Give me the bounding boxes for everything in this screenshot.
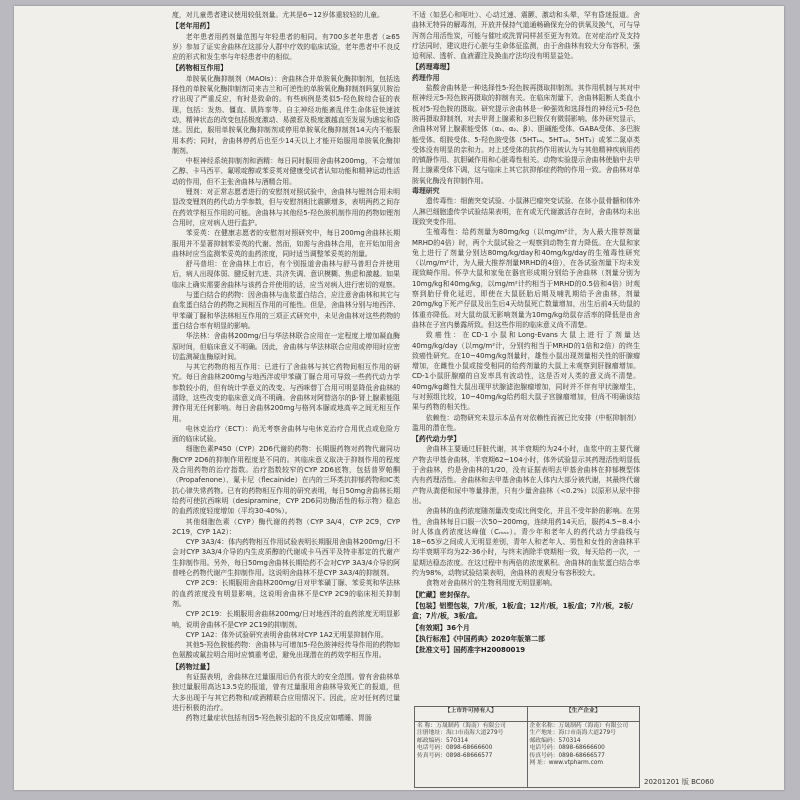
body-paragraph: 细胞色素P450（CYP）2D6代谢的药物：长期服药物对药物代谢同功酶CYP 2D6的抑制作用程度是不同的。其临床意义取决于抑制作用的程度及合用药物的治疗指数。治疗指数较窄的CYP 2D6底物，包括普罗帕酮（Propafenone）、氟卡尼（flecainide）在内的三环类抗抑郁药物和IC类抗心律失常药物。已有的药物相互作用的研究表明，每日50mg舍曲林长期给药可使抗西咪明（desipramine，CYP 2D6同功酶活性的标示物）稳态的血药浓度轻度增加（平均30-40%）。 xyxy=(172,445,400,516)
holder-line: 传真号码：0898-68666577 xyxy=(417,752,493,759)
section-heading: 【批准文号】国药准字H20080019 xyxy=(412,646,526,655)
body-paragraph: 中枢神经系统抑制剂和酒精：每日同时服用舍曲林200mg，不会增加乙醇、卡马西平、氟哌啶醇或苯妥英对健康受试者认知功能和精神运动性活动的作用，但不主张舍曲林与酒精合用。 xyxy=(172,157,400,186)
producer-line: 网 址：www.vtpharm.com xyxy=(529,760,604,767)
body-paragraph: 依赖性：动物研究未显示本品有对依赖性而被已比安排（中枢抑制剂）滥用的潜在性。 xyxy=(412,413,640,432)
holder-line: 注册地址：海口市南海大道279号 xyxy=(417,730,504,737)
body-paragraph: CYP 3A3/4：体内药物相互作用试验表明长期服用舍曲林200mg/日不会对CYP 3A3/4介导的内生皮质醇的代谢或卡马西平及特非那定的代谢产生抑制作用。另外，每日50mg舍曲林长期给药不会对CYP 3A3/4介导的阿普唑仑药物代谢产生抑制作用。这说明舍曲林不是CYP 3A3/4的抑制剂。 xyxy=(172,538,400,578)
subsection-heading: 毒理研究 xyxy=(412,187,440,196)
section-heading: 【药物相互作用】 xyxy=(172,64,228,73)
subsection-heading: 药理作用 xyxy=(412,73,440,82)
body-paragraph: 舍曲林主要通过肝脏代谢，其半衰期约为24小时，血浆中的主要代谢产物去甲基舍曲林，半衰期62~104小时，体外试验显示其药理活性明显低于舍曲林，约是舍曲林的1/20，没有证据表明去甲基舍曲林在抑郁模型体内有药理活性。舍曲林和去甲基舍曲林在人体内大部分被代谢，其最终代谢产物从粪便和尿中等量排泄，只有少量舍曲林（<0.2%）以原形从尿中排出。 xyxy=(412,445,640,505)
body-paragraph: 生殖毒性：给药剂量为80mg/kg（以mg/m²计，为人最大推荐剂量MRHD的4倍）时，两个大鼠试验之一观察到动物生育力降低。在大鼠和家兔上进行了剂量分别达80mg/kg/day和40mg/kg/day的生殖毒性研究（以mg/m²计，为人最大推荐剂量MRHD的4倍），在各试验剂量下均未发现致畸作用。怀孕大鼠和家兔在器官形成期分别给予舍曲林（剂量分别为10mg/kg和40mg/kg，以mg/m²计约相当于MRHD的0.5倍和4倍）时观察到胎仔骨化延迟，即使在大鼠胚胎后期及哺乳期给予舍曲林，剂量20mg/kg下死产仔鼠及出生后4天幼鼠死亡数量增加，出生后前4天幼鼠的体重亦降低。对大鼠幼鼠无影响剂量为10mg/kg幼鼠存活率的降低是由舍曲林在子宫内暴露所致。但这些作用的临床意义尚不清楚。 xyxy=(412,228,640,329)
body-paragraph: 其他细胞色素（CYP）酶代谢的药物（CYP 3A/4，CYP 2C9，CYP 2C19，CYP 1A2）： xyxy=(172,517,400,536)
holder-details xyxy=(415,721,528,788)
holder-line: 名 称：万晟制药（海南）有限公司 xyxy=(417,722,506,729)
section-heading: 【有效期】36个月 xyxy=(412,623,470,632)
body-paragraph: 华法林：舍曲林200mg/日与华法林联合应用在一定程度上增加凝血酶原时间，但临床意义不明确。因此，舍曲林与华法林联合应用或停用时应密切监测凝血酶原时间。 xyxy=(172,332,400,361)
producer-line: 邮政编码：570314 xyxy=(529,737,581,744)
producer-line: 传真号码：0898-68666577 xyxy=(529,752,605,759)
holder-header: 【上市许可持有人】 xyxy=(415,707,528,722)
body-paragraph: 不适（如恶心和呕吐）、心动过速、震颤、激动和头晕，罕有昏迷报道。舍曲林无特异的解毒剂，开放并保持气道通畅确保充分的供氧及换气，可与导泻剂合用活性炭，可能与催吐或洗胃同样甚至更为有效。在对症治疗及支持疗法同时，建议进行心脏与生命体征监测，由于舍曲林有较大分布容积，强迫利尿、透析、血液灌注及换血疗法均没有明显益处。 xyxy=(412,11,640,61)
producer-line: 企业名称：万晟制药（海南）有限公司 xyxy=(529,722,629,729)
section-heading: 【药代动力学】 xyxy=(412,435,461,444)
producer-line: 生产地址：海口市南海大道279号 xyxy=(529,730,616,737)
body-paragraph: 锂剂：对正常志愿者进行的安慰剂对照试验中，舍曲林与锂剂合用未明显改变锂剂的药代动力学参数，但与安慰剂相比震颤增多，表明两药之间存在药效学相互作用的可能。舍曲林与其他经5-羟色胺机制作用的药物如锂剂合用时，应对病人进行监护。 xyxy=(172,188,400,227)
body-paragraph: 舍曲林的血药浓度随剂量改变成比例变化，并且不受年龄的影响。在男性，舍曲林每日口服一次50~200mg，连续用药14天后，服药4.5~8.4小时人体血药浓度达峰值（Cₘₐₓ）。青少年和老年人的药代动力学曲线与18~65岁之间成人无明显差别，青年人和老年人、男性和女性的舍曲林平均半衰期平均为22-36小时，与终末消除半衰期相一致，每天给药一次，一星期达稳态浓度。在这过程中有两倍的浓度累积。舍曲林的血浆蛋白结合率约为98%，动物试验结果表明，舍曲林的表观分布容积较大。 xyxy=(412,507,640,578)
body-paragraph: 药物过量症状包括有因5-羟色胺引起的不良反应如嗜睡、胃肠 xyxy=(185,714,372,723)
producer-line: 电话号码：0898-68666600 xyxy=(529,745,605,752)
body-paragraph: 单胺氧化酶抑制剂（MAOIs）：舍曲林合并单胺氧化酶抑制剂，包括选择性的单胺氧化酶抑制剂司来吉兰和可逆性的单胺氧化酶抑制剂吗氯贝胺治疗出现了严重反应，有时是致命的。有些病例是类似5-羟色胺综合征的表现，包括：发热、僵直、肌阵挛等、自主神经功能紊乱伴生命体征快速波动，精神状态的改变包括极度激动、易激惹及极度激越直至发展为谵妄和昏迷。因此，服用单胺氧化酶抑制剂或停用单胺氧化酶抑制剂14天内不能服用本药；同时，舍曲林停药后也至少14天以上才能开始服用单胺氧化酶抑制剂。 xyxy=(172,74,400,155)
body-paragraph: 电休克治疗（ECT）：尚无考察舍曲林与电休克治疗合用优点或危险方面的临床试验。 xyxy=(172,424,400,444)
body-paragraph: 致癌性：在CD-1小鼠和Long-Evans大鼠上进行了剂量达40mg/kg/day（以mg/m²计，分别约相当于MRHD的1倍和2倍）的终生致癌性研究。在10~40mg/kg剂量时，雄性小鼠出现剂量相关性的肝腺瘤增加，在雌性小鼠或接受相同的给药剂量的大鼠上未观察到肝腺瘤增加。CD-1小鼠肝腺瘤的自发率具有波动性，这是否对人类的意义尚不清楚。40mg/kg雌性大鼠出现甲状腺滤泡腺瘤增加，同时并不伴有甲状腺增生，与对照组比较，10~40mg/kg给药组大鼠子宫腺瘤增加，但尚不明确该结果与药物的相关性。 xyxy=(412,331,640,412)
right-text-column xyxy=(412,10,640,746)
section-heading: 【贮藏】密封保存。 xyxy=(412,590,475,599)
section-heading: 【执行标准】《中国药典》2020年版第二部 xyxy=(412,634,545,643)
producer-header: 【生产企业】 xyxy=(527,707,640,722)
revision-code: 20201201 版 BC060 xyxy=(643,778,714,786)
body-paragraph: 老年患者用药剂量范围与年轻患者的相同。有700多老年患者（≥65岁）参加了证实舍曲林在这部分人群中疗效的临床试验，老年患者中不良反应的形式和发生率与年轻患者中的相似。 xyxy=(172,32,400,62)
body-paragraph: 盐酸舍曲林是一种选择性5-羟色胺再摄取抑制剂。其作用机制与其对中枢神经元5-羟色胺再摄取的抑制有关。在临床剂量下，舍曲林阻断人类血小板对5-羟色胺的摄取。研究提示舍曲林是一种强效和选择性的神经元5-羟色胺再摄取抑制剂，对去甲肾上腺素和多巴胺仅有微弱影响。体外研究显示，舍曲林对肾上腺素能受体（α₁、α₂、β）、胆碱能受体、GABA受体、多巴胺能受体、组胺受体、5-羟色胺受体（5HT₁ₐ、5HT₁ᵦ、5HT₂）或苯二氮卓类受体没有明显的亲和力。对上述受体的抗药作用被认为与其他精神疾病用药的镇静作用、抗胆碱作用和心脏毒性相关。动物实验提示舍曲林使脑中去甲肾上腺素受体下调，这与临床上其它抗抑郁症药物的作用一致。舍曲林对单胺氧化酶没有抑制作用。 xyxy=(412,84,640,185)
section-heading: 【老年用药】 xyxy=(172,22,214,31)
package-insert-sheet xyxy=(14,6,784,790)
body-paragraph: 舒马普坦：在舍曲林上市后，有个别报道舍曲林与舒马普坦合并使用后，病人出现体弱、腱反射亢进、共济失调、意识模糊、焦虑和激越。如果临床上确实需要舍曲林与该药合并使用的话，应当对病人进行密切的观察。 xyxy=(172,260,400,289)
body-paragraph: 与蛋白结合的药物：因舍曲林与血浆蛋白结合，应注意舍曲林和其它与血浆蛋白结合的药物之间相互作用的可能性。但是，舍曲林分别与地西泮、甲苯磺丁脲和华法林相互作用的三项正式研究中，未见舍曲林对这些药物的蛋白结合率有明显的影响。 xyxy=(172,291,400,330)
section-heading: 【包装】铝塑包装，7片/板，1板/盒；12片/板，1板/盒；7片/板，2板/盒；7片/板，3板/盒。 xyxy=(412,601,633,621)
body-paragraph: 度，对儿童患者建议使用较低剂量。尤其是6~12岁体重较轻的儿童。 xyxy=(172,11,384,19)
body-paragraph: 遗传毒性：细菌突变试验、小鼠淋巴瘤突变试验、在体小鼠骨髓和体外人淋巴细胞遗传学试验结果表明，在有或无代谢激活存在时，舍曲林均未出现致突变作用。 xyxy=(412,197,640,226)
body-paragraph: CYP 2C9：长期服用舍曲林200mg/日对甲苯磺丁脲、苯妥英和华法林的血药浓度没有明显影响，这说明舍曲林不是CYP 2C9的临床相关抑制剂。 xyxy=(172,579,400,608)
body-paragraph: CYP 1A2：体外试验研究表明舍曲林对CYP 1A2无明显抑制作用。 xyxy=(185,630,388,639)
body-paragraph: 与其它药物的相互作用：已进行了舍曲林与其它药物间相互作用的研究。每日舍曲林200mg与地西泮或甲苯磺丁脲合用可导致一些药代动力学参数较小的，但有统计学意义的改变。与西咪替丁合用可明显降低舍曲林的清除，这些改变的临床意义尚不明确。舍曲林对阿替洛尔的β-肾上腺素能阻滞作用无任何影响。每日舍曲林200mg与格列本脲或地高辛之间无相互作用。 xyxy=(172,363,400,423)
section-heading: 【药理毒理】 xyxy=(412,63,454,72)
section-heading: 【药物过量】 xyxy=(172,662,214,671)
body-paragraph: 食物对舍曲林片的生物利用度无明显影响。 xyxy=(425,579,557,588)
holder-line: 邮政编码：570314 xyxy=(417,737,469,744)
body-paragraph: CYP 2C19：长期服用舍曲林200mg/日对地西泮的血药浓度无明显影响，说明舍曲林不是CYP 2C19的抑制剂。 xyxy=(172,610,400,629)
body-paragraph: 其他5-羟色胺能药物：舍曲林与可增加5-羟色胺神经传导作用的药物如色氨酸或氟拉明合用时应慎重考虑，避免出现潜在的药效学相互作用。 xyxy=(172,641,400,660)
body-paragraph: 苯妥英：在健康志愿者的安慰剂对照研究中，每日200mg舍曲林长期服用并不显著抑制苯妥英的代谢。然而，如需与舍曲林合用，在开始加用舍曲林时应当监测苯妥英的血药浓度，同时适当调整苯妥英的剂量。 xyxy=(172,229,400,258)
body-paragraph: 有证据表明，舍曲林在过量服用后仍有很大的安全范围。曾有舍曲林单独过量服用高达13.5克的报道，曾有过量服用舍曲林导致死亡的报道，但大多出现于与其它药物和/或酒精联合应用情况下。因此，应对任何药过量进行积极的治疗。 xyxy=(172,673,400,712)
manufacturer-info-table xyxy=(414,706,640,788)
left-text-column xyxy=(172,10,400,746)
holder-line: 电话号码：0898-68666600 xyxy=(417,745,493,752)
